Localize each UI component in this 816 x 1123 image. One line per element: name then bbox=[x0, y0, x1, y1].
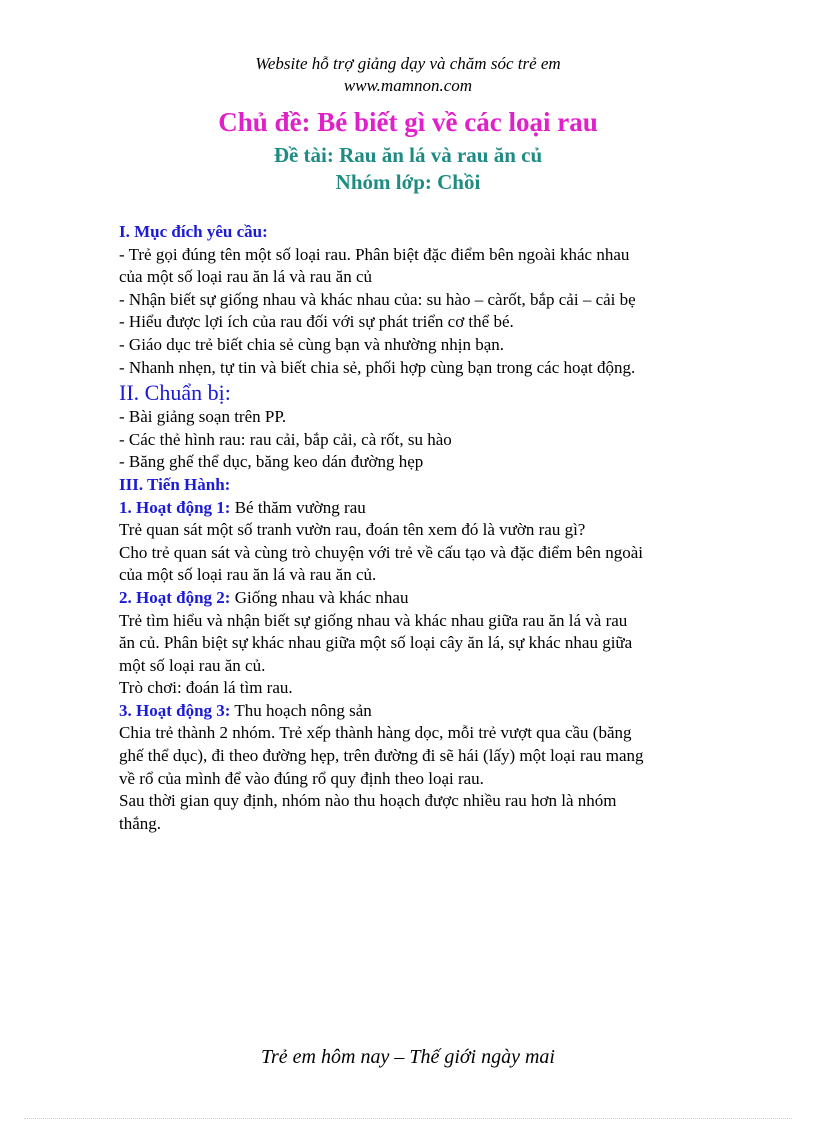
header-site: Website hỗ trợ giảng dạy và chăm sóc trẻ em bbox=[255, 54, 561, 73]
topic-title: Đề tài: Rau ăn lá và rau ăn củ bbox=[273, 143, 543, 167]
class-group: Nhóm lớp: Chồi bbox=[335, 170, 481, 194]
document-body bbox=[119, 221, 719, 835]
activity-title: Giống nhau và khác nhau bbox=[234, 587, 409, 607]
purpose-line: - Nhận biết sự giống nhau và khác nhau của: su hào – càrốt, bắp cải – cải bẹ bbox=[119, 289, 636, 309]
activity-heading bbox=[119, 700, 719, 723]
section-heading-prep: II. Chuẩn bị: bbox=[119, 380, 231, 406]
page-divider bbox=[24, 1118, 792, 1119]
activity-title: Bé thăm vường rau bbox=[234, 497, 366, 517]
activity-label: 1. Hoạt động 1: bbox=[119, 497, 231, 517]
activity-line: Chia trẻ thành 2 nhóm. Trẻ xếp thành hàng dọc, mỗi trẻ vượt qua cầu (băng bbox=[119, 723, 632, 743]
purpose-line: - Hiểu được lợi ích của rau đối với sự phát triển cơ thể bé. bbox=[119, 312, 514, 332]
section-heading-purpose: I. Mục đích yêu cầu: bbox=[119, 222, 268, 241]
activity-line: về rổ của mình để vào đúng rổ quy định theo loại rau. bbox=[119, 768, 484, 788]
activity-heading bbox=[119, 587, 719, 610]
activity-label: 3. Hoạt động 3: bbox=[119, 700, 231, 720]
activity-label: 2. Hoạt động 2: bbox=[119, 587, 231, 607]
activity-line: ghế thể dục), đi theo đường hẹp, trên đường đi sẽ hái (lấy) một loại rau mang bbox=[119, 746, 644, 766]
purpose-line: - Giáo dục trẻ biết chia sẻ cùng bạn và nhường nhịn bạn. bbox=[119, 334, 505, 354]
activity-line: Sau thời gian quy định, nhóm nào thu hoạch được nhiều rau hơn là nhóm bbox=[119, 791, 617, 811]
activity-line: Trẻ tìm hiểu và nhận biết sự giống nhau và khác nhau giữa rau ăn lá và rau bbox=[119, 610, 628, 630]
prep-line: - Bài giảng soạn trên PP. bbox=[119, 407, 287, 427]
activity-line: Trò chơi: đoán lá tìm rau. bbox=[119, 678, 293, 698]
activity-line: Cho trẻ quan sát và cùng trò chuyện với trẻ về cấu tạo và đặc điểm bên ngoài bbox=[119, 542, 644, 562]
purpose-line: của một số loại rau ăn lá và rau ăn củ bbox=[119, 267, 373, 287]
footer-slogan: Trẻ em hôm nay – Thế giới ngày mai bbox=[261, 1046, 555, 1068]
header-url: www.mamnon.com bbox=[343, 76, 473, 95]
activity-heading bbox=[119, 497, 719, 520]
page-title: Chủ đề: Bé biết gì về các loại rau bbox=[218, 107, 598, 137]
section-heading-process: III. Tiến Hành: bbox=[119, 474, 231, 494]
activity-line: thắng. bbox=[119, 813, 162, 833]
activity-line: một số loại rau ăn củ. bbox=[119, 655, 266, 675]
purpose-line: - Trẻ gọi đúng tên một số loại rau. Phân biệt đặc điểm bên ngoài khác nhau bbox=[119, 244, 630, 264]
purpose-line: - Nhanh nhẹn, tự tin và biết chia sẻ, phối hợp cùng bạn trong các hoạt động. bbox=[119, 357, 636, 377]
activity-line: của một số loại rau ăn lá và rau ăn củ. bbox=[119, 565, 377, 585]
prep-line: - Băng ghế thể dục, băng keo dán đường hẹp bbox=[119, 452, 424, 472]
prep-line: - Các thẻ hình rau: rau cải, bắp cải, cà rốt, su hào bbox=[119, 429, 452, 449]
activity-line: ăn củ. Phân biệt sự khác nhau giữa một số loại cây ăn lá, sự khác nhau giữa bbox=[119, 633, 633, 653]
activity-title: Thu hoạch nông sản bbox=[234, 700, 372, 720]
activity-line: Trẻ quan sát một số tranh vườn rau, đoán tên xem đó là vườn rau gì? bbox=[119, 520, 586, 540]
